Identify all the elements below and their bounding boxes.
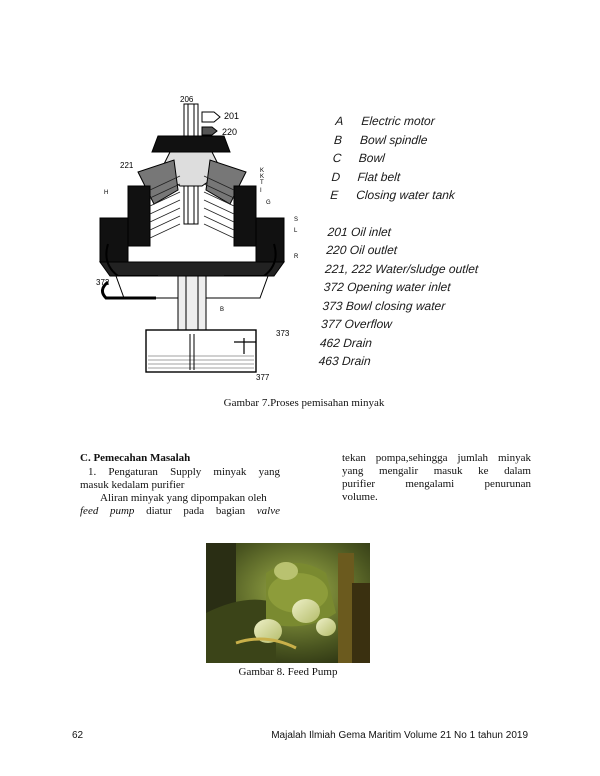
para-line2 xyxy=(80,505,280,518)
legend-code: 463 xyxy=(318,354,340,368)
label-377: 377 xyxy=(256,373,270,382)
feed-pump-photo xyxy=(206,543,370,663)
item1-line2: masuk kedalam purifier xyxy=(80,479,185,491)
right-line4: volume. xyxy=(342,491,378,503)
legend-code: D xyxy=(331,169,341,184)
legend-row-a xyxy=(335,112,536,131)
label-g: G xyxy=(266,200,271,206)
legend-code: 462 xyxy=(319,335,341,350)
right-line3: purifier mengalami penurunan xyxy=(342,478,531,490)
legend-row-b xyxy=(333,131,534,150)
para-line1: Aliran minyak yang dipompakan oleh xyxy=(100,492,267,504)
legend-desc: Drain xyxy=(341,354,372,368)
label-h: H xyxy=(104,190,109,196)
right-line2: yang mengalir masuk ke dalam xyxy=(342,465,531,477)
legend-row-d xyxy=(331,168,532,187)
journal-footer: Majalah Ilmiah Gema Maritim Volume 21 No 1 tahun 2019 xyxy=(271,730,528,741)
legend-code: C xyxy=(332,151,342,165)
figure8-caption: Gambar 8. Feed Pump xyxy=(238,666,338,678)
legend-desc: Drain xyxy=(342,335,373,350)
legend-desc: Bowl closing water xyxy=(345,298,446,313)
legend-desc: Closing water tank xyxy=(355,188,456,202)
legend-row-221 xyxy=(324,260,525,279)
label-k2: K xyxy=(260,174,265,180)
legend-row-373 xyxy=(322,297,523,316)
label-r: R xyxy=(294,254,299,260)
legend-desc: Bowl spindle xyxy=(359,132,428,147)
legend-row-220 xyxy=(326,241,527,260)
label-201: 201 xyxy=(224,111,240,121)
legend-row-e xyxy=(330,186,531,205)
legend-code: E xyxy=(329,188,339,202)
figure-legend xyxy=(318,112,536,371)
legend-code: B xyxy=(333,132,343,147)
right-column xyxy=(342,452,531,504)
label-s: S xyxy=(294,217,299,223)
legend-row-372 xyxy=(323,278,524,297)
section-heading: C. Pemecahan Masalah xyxy=(80,452,191,464)
legend-row-c xyxy=(332,149,533,168)
para-line2-mid: diatur pada bagian xyxy=(134,505,257,517)
legend-code: 377 xyxy=(320,317,342,331)
label-b: B xyxy=(220,307,225,313)
left-column xyxy=(80,452,280,518)
legend-row-377 xyxy=(321,315,522,334)
legend-desc: Electric motor xyxy=(360,114,436,128)
legend-desc: Bowl xyxy=(358,151,386,165)
legend-code: 372 xyxy=(323,280,345,294)
valve-italic: valve xyxy=(256,505,280,517)
purifier-diagram xyxy=(94,94,306,384)
legend-code: 373 xyxy=(322,298,344,313)
legend-desc: Opening water inlet xyxy=(346,280,452,294)
feed-pump-italic: feed pump xyxy=(80,505,135,517)
label-k: K xyxy=(260,168,265,174)
legend-code: A xyxy=(334,114,344,128)
legend-desc: Flat belt xyxy=(357,169,401,184)
label-i: I xyxy=(260,188,262,194)
legend-row-463 xyxy=(318,352,519,371)
legend-desc: Oil inlet xyxy=(350,224,392,239)
label-372: 372 xyxy=(96,278,110,287)
label-t: T xyxy=(260,180,264,186)
legend-row-462 xyxy=(319,334,520,353)
label-221: 221 xyxy=(120,161,134,170)
legend-desc: Overflow xyxy=(344,317,393,331)
figure7-caption: Gambar 7.Proses pemisahan minyak xyxy=(223,397,385,409)
legend-code: 201 xyxy=(327,224,349,239)
legend-code: 220 xyxy=(325,243,347,257)
legend-row-201 xyxy=(327,223,528,242)
legend-code: 221, 222 xyxy=(324,261,373,276)
label-l: L xyxy=(294,228,298,234)
label-220: 220 xyxy=(222,127,238,137)
legend-desc: Oil outlet xyxy=(349,243,398,257)
legend-desc: Water/sludge outlet xyxy=(374,261,479,276)
label-373: 373 xyxy=(276,329,290,338)
right-line1: tekan pompa,sehingga jumlah minyak xyxy=(342,452,531,464)
label-206: 206 xyxy=(180,95,194,104)
item1-line1: 1. Pengaturan Supply minyak yang xyxy=(88,466,280,478)
page-number: 62 xyxy=(72,730,84,741)
